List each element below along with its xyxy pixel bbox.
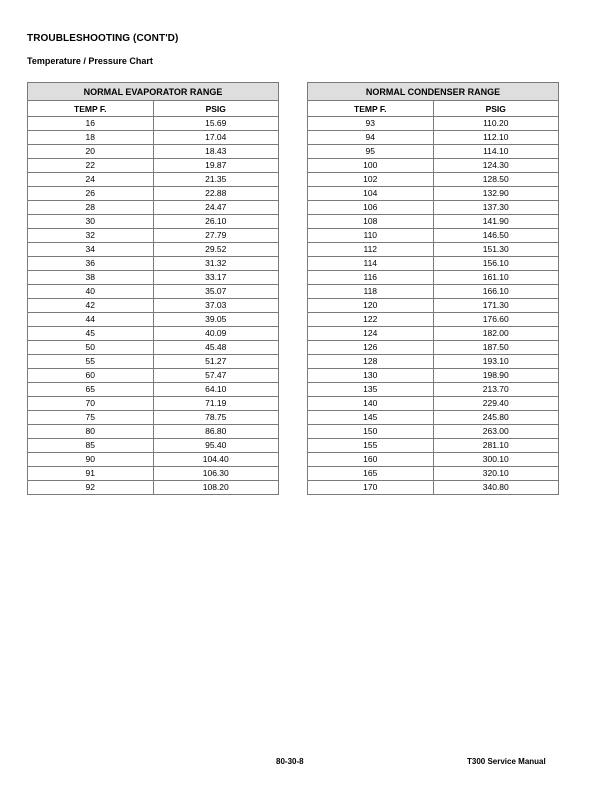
temp-cell: 160: [308, 453, 434, 467]
table-row: [308, 159, 559, 173]
temp-cell: 126: [308, 341, 434, 355]
psig-cell: 51.27: [153, 355, 279, 369]
psig-cell: 64.10: [153, 383, 279, 397]
temp-cell: 124: [308, 327, 434, 341]
evaporator-table-title: NORMAL EVAPORATOR RANGE: [28, 83, 279, 101]
table-row: [28, 285, 279, 299]
psig-cell: 39.05: [153, 313, 279, 327]
temp-cell: 108: [308, 215, 434, 229]
psig-cell: 71.19: [153, 397, 279, 411]
table-row: [308, 285, 559, 299]
section-subtitle: Temperature / Pressure Chart: [27, 56, 153, 66]
psig-cell: 132.90: [433, 187, 559, 201]
table-row: [308, 257, 559, 271]
psig-cell: 104.40: [153, 453, 279, 467]
table-row: [28, 173, 279, 187]
psig-cell: 263.00: [433, 425, 559, 439]
table-row: [28, 229, 279, 243]
table-row: [308, 481, 559, 495]
table-row: [308, 341, 559, 355]
temp-cell: 34: [28, 243, 154, 257]
table-row: [308, 187, 559, 201]
page-number: 80-30-8: [276, 757, 304, 766]
table-row: [28, 117, 279, 131]
table-row: [308, 229, 559, 243]
table-row: [28, 467, 279, 481]
psig-cell: 166.10: [433, 285, 559, 299]
table-row: [28, 453, 279, 467]
table-row: [28, 397, 279, 411]
temp-cell: 102: [308, 173, 434, 187]
temp-cell: 16: [28, 117, 154, 131]
condenser-table: [307, 82, 559, 495]
table-row: [28, 201, 279, 215]
temp-cell: 80: [28, 425, 154, 439]
table-row: [28, 439, 279, 453]
temp-cell: 92: [28, 481, 154, 495]
psig-cell: 112.10: [433, 131, 559, 145]
psig-cell: 15.69: [153, 117, 279, 131]
table-row: [28, 215, 279, 229]
temp-cell: 104: [308, 187, 434, 201]
psig-cell: 340.80: [433, 481, 559, 495]
psig-cell: 40.09: [153, 327, 279, 341]
psig-cell: 45.48: [153, 341, 279, 355]
psig-cell: 320.10: [433, 467, 559, 481]
evaporator-table: [27, 82, 279, 495]
table-row: [308, 369, 559, 383]
table-row: [28, 159, 279, 173]
psig-cell: 300.10: [433, 453, 559, 467]
evaporator-table-body: [28, 117, 279, 495]
table-row: [28, 131, 279, 145]
temp-cell: 36: [28, 257, 154, 271]
condenser-table-title: NORMAL CONDENSER RANGE: [308, 83, 559, 101]
condenser-table-body: [308, 117, 559, 495]
table-row: [28, 369, 279, 383]
table-row: [308, 411, 559, 425]
psig-cell: 17.04: [153, 131, 279, 145]
temp-cell: 135: [308, 383, 434, 397]
condenser-psig-header: PSIG: [433, 101, 559, 117]
psig-cell: 78.75: [153, 411, 279, 425]
temp-cell: 128: [308, 355, 434, 369]
table-row: [308, 145, 559, 159]
temp-cell: 70: [28, 397, 154, 411]
temp-cell: 38: [28, 271, 154, 285]
table-row: [28, 383, 279, 397]
table-row: [308, 383, 559, 397]
temp-cell: 18: [28, 131, 154, 145]
evaporator-psig-header: PSIG: [153, 101, 279, 117]
table-row: [308, 243, 559, 257]
psig-cell: 229.40: [433, 397, 559, 411]
table-row: [28, 355, 279, 369]
temp-cell: 90: [28, 453, 154, 467]
psig-cell: 18.43: [153, 145, 279, 159]
psig-cell: 141.90: [433, 215, 559, 229]
temp-cell: 45: [28, 327, 154, 341]
manual-name: T300 Service Manual: [467, 757, 546, 766]
table-row: [28, 299, 279, 313]
table-row: [308, 355, 559, 369]
temp-cell: 165: [308, 467, 434, 481]
temp-cell: 116: [308, 271, 434, 285]
temp-cell: 150: [308, 425, 434, 439]
page-title: TROUBLESHOOTING (CONT'D): [27, 33, 179, 44]
psig-cell: 124.30: [433, 159, 559, 173]
psig-cell: 156.10: [433, 257, 559, 271]
psig-cell: 161.10: [433, 271, 559, 285]
table-row: [308, 215, 559, 229]
table-row: [308, 467, 559, 481]
table-row: [308, 131, 559, 145]
table-row: [28, 327, 279, 341]
temp-cell: 130: [308, 369, 434, 383]
psig-cell: 182.00: [433, 327, 559, 341]
psig-cell: 146.50: [433, 229, 559, 243]
psig-cell: 108.20: [153, 481, 279, 495]
psig-cell: 27.79: [153, 229, 279, 243]
temp-cell: 28: [28, 201, 154, 215]
psig-cell: 95.40: [153, 439, 279, 453]
psig-cell: 176.60: [433, 313, 559, 327]
temp-cell: 44: [28, 313, 154, 327]
table-row: [28, 271, 279, 285]
psig-cell: 114.10: [433, 145, 559, 159]
psig-cell: 33.17: [153, 271, 279, 285]
temp-cell: 120: [308, 299, 434, 313]
table-row: [28, 341, 279, 355]
table-row: [28, 145, 279, 159]
psig-cell: 198.90: [433, 369, 559, 383]
psig-cell: 29.52: [153, 243, 279, 257]
temp-cell: 32: [28, 229, 154, 243]
temp-cell: 50: [28, 341, 154, 355]
table-row: [28, 187, 279, 201]
temp-cell: 42: [28, 299, 154, 313]
table-row: [28, 425, 279, 439]
psig-cell: 24.47: [153, 201, 279, 215]
temp-cell: 22: [28, 159, 154, 173]
psig-cell: 35.07: [153, 285, 279, 299]
temp-cell: 20: [28, 145, 154, 159]
psig-cell: 171.30: [433, 299, 559, 313]
table-row: [28, 411, 279, 425]
table-row: [28, 313, 279, 327]
temp-cell: 94: [308, 131, 434, 145]
table-row: [28, 257, 279, 271]
temp-cell: 85: [28, 439, 154, 453]
psig-cell: 213.70: [433, 383, 559, 397]
temp-cell: 95: [308, 145, 434, 159]
temp-cell: 40: [28, 285, 154, 299]
temp-cell: 65: [28, 383, 154, 397]
temp-cell: 93: [308, 117, 434, 131]
condenser-temp-header: TEMP F.: [308, 101, 434, 117]
evaporator-temp-header: TEMP F.: [28, 101, 154, 117]
temp-cell: 24: [28, 173, 154, 187]
temp-cell: 155: [308, 439, 434, 453]
psig-cell: 22.88: [153, 187, 279, 201]
table-row: [308, 313, 559, 327]
psig-cell: 187.50: [433, 341, 559, 355]
table-row: [28, 481, 279, 495]
temp-cell: 106: [308, 201, 434, 215]
temp-cell: 91: [28, 467, 154, 481]
table-row: [308, 327, 559, 341]
temp-cell: 145: [308, 411, 434, 425]
temp-cell: 55: [28, 355, 154, 369]
temp-cell: 26: [28, 187, 154, 201]
psig-cell: 245.80: [433, 411, 559, 425]
psig-cell: 106.30: [153, 467, 279, 481]
psig-cell: 151.30: [433, 243, 559, 257]
temp-cell: 100: [308, 159, 434, 173]
temp-cell: 114: [308, 257, 434, 271]
table-row: [308, 201, 559, 215]
temp-cell: 122: [308, 313, 434, 327]
psig-cell: 110.20: [433, 117, 559, 131]
psig-cell: 281.10: [433, 439, 559, 453]
psig-cell: 31.32: [153, 257, 279, 271]
table-row: [28, 243, 279, 257]
table-row: [308, 439, 559, 453]
psig-cell: 21.35: [153, 173, 279, 187]
temp-cell: 75: [28, 411, 154, 425]
psig-cell: 128.50: [433, 173, 559, 187]
temp-cell: 140: [308, 397, 434, 411]
psig-cell: 57.47: [153, 369, 279, 383]
table-row: [308, 271, 559, 285]
psig-cell: 37.03: [153, 299, 279, 313]
temp-cell: 60: [28, 369, 154, 383]
table-row: [308, 299, 559, 313]
psig-cell: 86.80: [153, 425, 279, 439]
psig-cell: 19.87: [153, 159, 279, 173]
temp-cell: 110: [308, 229, 434, 243]
psig-cell: 137.30: [433, 201, 559, 215]
table-row: [308, 397, 559, 411]
table-row: [308, 117, 559, 131]
table-row: [308, 453, 559, 467]
temp-cell: 30: [28, 215, 154, 229]
psig-cell: 193.10: [433, 355, 559, 369]
psig-cell: 26.10: [153, 215, 279, 229]
table-row: [308, 425, 559, 439]
temp-cell: 112: [308, 243, 434, 257]
temp-cell: 118: [308, 285, 434, 299]
temp-cell: 170: [308, 481, 434, 495]
table-row: [308, 173, 559, 187]
